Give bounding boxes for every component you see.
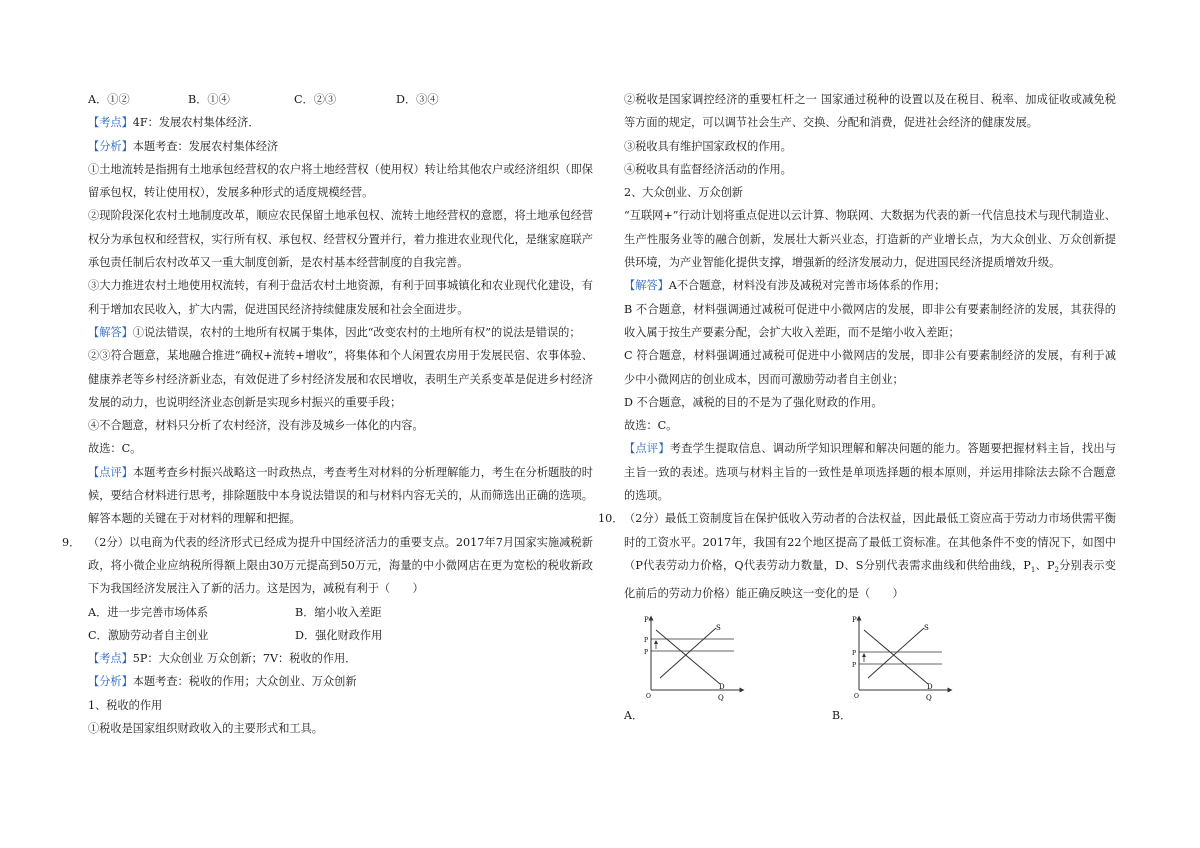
graph-b-label: B． [832, 708, 852, 722]
innovation-heading: 2、大众创业、万众创新 [624, 186, 743, 200]
graph-b-d-label: D [927, 682, 933, 691]
graph-a-s-label: S [716, 623, 721, 632]
q8-option-b: B．①④ [188, 93, 230, 106]
r-jieda-b: B 不合题意，材料强调通过减税可促进中小微网店的发展，即非公有要素制经济的发展，其获得的收入属于按生产要素分配，会扩大收入差距，而不是缩小收入差距； [624, 302, 1116, 339]
q9-option-d: D．强化财政作用 [295, 628, 383, 642]
internet-plus-paragraph: “互联网+”行动计划将重点促进以云计算、物联网、大数据为代表的新一代信息技术与现代制造业、生产性服务业等的融合创新，发展壮大新兴业态，打造新的产业增长点，为大众创业、万众创新提供环境，为产业智能化提供支撑，增强新的经济发展动力，促进国民经济提质增效升级。 [624, 209, 1116, 270]
graph-b-supply-line [868, 628, 924, 678]
analysis-paragraph-2: ②现阶段深化农村土地制度改革，顺应农民保留土地承包权、流转土地经营权的意愿，将土地承包经营权分为承包权和经营权，实行所有权、承包权、经营权分置并行，着力推进农业现代化，是继家庭联产承包责任制后农村改革又一重大制度创新，是农村基本经营制度的自我完善。 [88, 209, 593, 270]
graph-b [832, 612, 957, 722]
q8-option-a: A．①② [88, 93, 130, 106]
q10-stem-part-b: 、P [1035, 558, 1055, 572]
q9-fenxi-text: 本题考查：税收的作用；大众创业、万众创新 [132, 675, 357, 689]
graph-b-p2-label: P [852, 661, 857, 669]
graph-b-p1-label: P [852, 649, 857, 657]
q9-option-b: B．缩小收入差距 [295, 605, 382, 619]
analysis-paragraph-1: ①土地流转是指拥有土地承包经营权的农户将土地经营权（使用权）转让给其他农户或经济组织（即保留承包权，转让使用权），发展多种形式的适度规模经营。 [88, 162, 593, 200]
q10-sub-2: 2 [1054, 566, 1059, 575]
tax-role-4: ④税收具有监督经济活动的作用。 [624, 162, 792, 176]
q9-kaodian-text: 5P：大众创业 万众创新；7V：税收的作用． [132, 652, 357, 666]
left-column [62, 88, 593, 740]
q9-kaodian-line [88, 647, 593, 670]
tax-role-3: ③税收具有维护国家政权的作用。 [624, 139, 792, 153]
r-jieda-tag: 【解答】 [624, 279, 669, 293]
graph-a [624, 612, 749, 722]
graph-a-p1-label: P [644, 636, 649, 644]
q9-option-a: A．进一步完善市场体系 [88, 605, 208, 619]
jieda-paragraph-2: ②③符合题意，某地融合推进“确权+流转+增收”，将集体和个人闲置农房用于发展民宿、农事体验、健康养老等乡村经济新业态，有效促进了乡村经济发展和农民增收，表明生产关系变革是促进乡村经济发展的动力，也说明经济业态创新是实现乡村振兴的重要手段； [88, 349, 593, 409]
q10-number: 10． [598, 512, 624, 526]
q8-option-c: C．②③ [294, 93, 337, 106]
r-jieda-answer: 故选：C。 [624, 419, 678, 433]
dianping-text: 本题考查乡村振兴战略这一时政热点，考查考生对材料的分析理解能力，考生在分析题肢的时候，要结合材料进行思考，排除题肢中本身说法错误的和与材料内容无关的，从而筛选出正确的选项。解答本题的关键在于对材料的理解和把握。 [88, 465, 593, 526]
graph-b-p-label: P [852, 615, 857, 624]
q9-kaodian-tag: 【考点】 [88, 652, 133, 666]
fenxi-tag: 【分析】 [88, 139, 133, 153]
dianping-tag: 【点评】 [88, 465, 133, 479]
r-jieda-text: A不合题意，材料没有涉及减税对完善市场体系的作用； [668, 279, 946, 293]
graph-b-q-label: Q [926, 693, 932, 702]
question-9 [62, 531, 593, 601]
jieda-text: ①说法错误，农村的土地所有权属于集体，因此“改变农村的土地所有权”的说法是错误的； [132, 325, 581, 339]
q9-fenxi-tag: 【分析】 [88, 675, 133, 689]
right-column [598, 88, 1116, 722]
q10-stem [624, 507, 1116, 605]
graph-b-s-label: S [924, 623, 929, 632]
q9-stem: （2分）以电商为代表的经济形式已经成为提升中国经济活力的重要支点。2017年7月国家实施减税新政，将小微企业应纳税所得额上限由30万元提高到50万元，海量的中小微网店在更为宽松的税收新政下为我国经济发展注入了新的活力。这是因为，减税有利于（ ） [88, 535, 593, 596]
q9-fenxi-line [88, 670, 593, 693]
kaodian-tag: 【考点】 [88, 116, 133, 130]
q9-options-row-2 [88, 624, 593, 647]
graph-a-label: A． [624, 708, 643, 722]
graph-a-demand-line [656, 630, 720, 684]
jieda-answer: 故选：C。 [88, 442, 142, 456]
kaodian-text: 4F：发展农村集体经济． [132, 116, 260, 130]
jieda-paragraph-3: ④不合题意，材料只分析了农村经济，没有涉及城乡一体化的内容。 [88, 419, 424, 433]
dianping-line [88, 461, 593, 531]
fenxi-text: 本题考查：发展农村集体经济 [132, 139, 279, 153]
graph-a-q-label: Q [718, 693, 724, 702]
tax-role-2: ②税收是国家调控经济的重要杠杆之一 国家通过税种的设置以及在税目、税率、加成征收或减免税等方面的规定，可以调节社会生产、交换、分配和消费，促进社会经济的健康发展。 [624, 93, 1116, 130]
q9-number: 9． [62, 535, 81, 549]
graph-a-p-label: P [644, 615, 649, 624]
graph-b-demand-line [864, 630, 928, 684]
question-10 [598, 507, 1116, 605]
q9-analysis-item-1: ①税收是国家组织财政收入的主要形式和工具。 [88, 722, 323, 736]
q9-option-c: C．激励劳动者自主创业 [88, 628, 209, 642]
r-jieda-d: D 不合题意，减税的目的不是为了强化财政的作用。 [624, 395, 883, 409]
fenxi-line [88, 135, 593, 158]
graph-b-o-label: O [854, 692, 859, 700]
jieda-line [88, 321, 593, 344]
kaodian-line [88, 111, 593, 134]
r-dianping-tag: 【点评】 [624, 442, 670, 456]
q10-stem-part-a: （2分）最低工资制度旨在保护低收入劳动者的合法权益，因此最低工资应高于劳动力市场供需平衡时的工资水平。2017年，我国有22个地区提高了最低工资标准。在其他条件不变的情况下，如图中（P代表劳动力价格，Q代表劳动力数量，D、S分别代表需求曲线和供给曲线，P [624, 512, 1116, 572]
q10-stem-part-c: 分别表示变化前后的劳动力价格）能正确反映这一变化的是（ ） [624, 558, 1116, 601]
r-dianping-line [624, 437, 1116, 507]
graph-a-o-label: O [646, 692, 651, 700]
analysis-paragraph-3: ③大力推进农村土地使用权流转，有利于盘活农村土地资源，有利于回事城镇化和农业现代化建设，有利于增加农民收入，扩大内需，促进国民经济持续健康发展和社会全面进步。 [88, 279, 593, 316]
q8-options [88, 88, 593, 111]
graph-b-svg [832, 612, 957, 702]
jieda-tag: 【解答】 [88, 325, 133, 339]
q10-sub-1: 1 [1030, 566, 1036, 575]
q9-analysis-heading: 1、税收的作用 [88, 698, 163, 712]
r-dianping-text: 考查学生提取信息、调动所学知识理解和解决问题的能力。答题要把握材料主旨，找出与主旨一致的表述。选项与材料主旨的一致性是单项选择题的根本原则，并运用排除法去除不合题意的选项。 [624, 442, 1116, 503]
q9-options-row-1 [88, 601, 593, 624]
graph-a-svg [624, 612, 749, 702]
r-jieda-line [624, 274, 1116, 297]
q10-graphs [624, 612, 1116, 722]
graph-a-supply-line [660, 628, 716, 678]
q8-option-d: D．③④ [396, 93, 439, 106]
graph-a-d-label: D [719, 682, 725, 691]
graph-a-p2-label: P [644, 648, 649, 656]
r-jieda-c: C 符合题意，材料强调通过减税可促进中小微网店的发展，即非公有要素制经济的发展，有利于减少中小微网店的创业成本，因而可激励劳动者自主创业； [624, 349, 1116, 386]
